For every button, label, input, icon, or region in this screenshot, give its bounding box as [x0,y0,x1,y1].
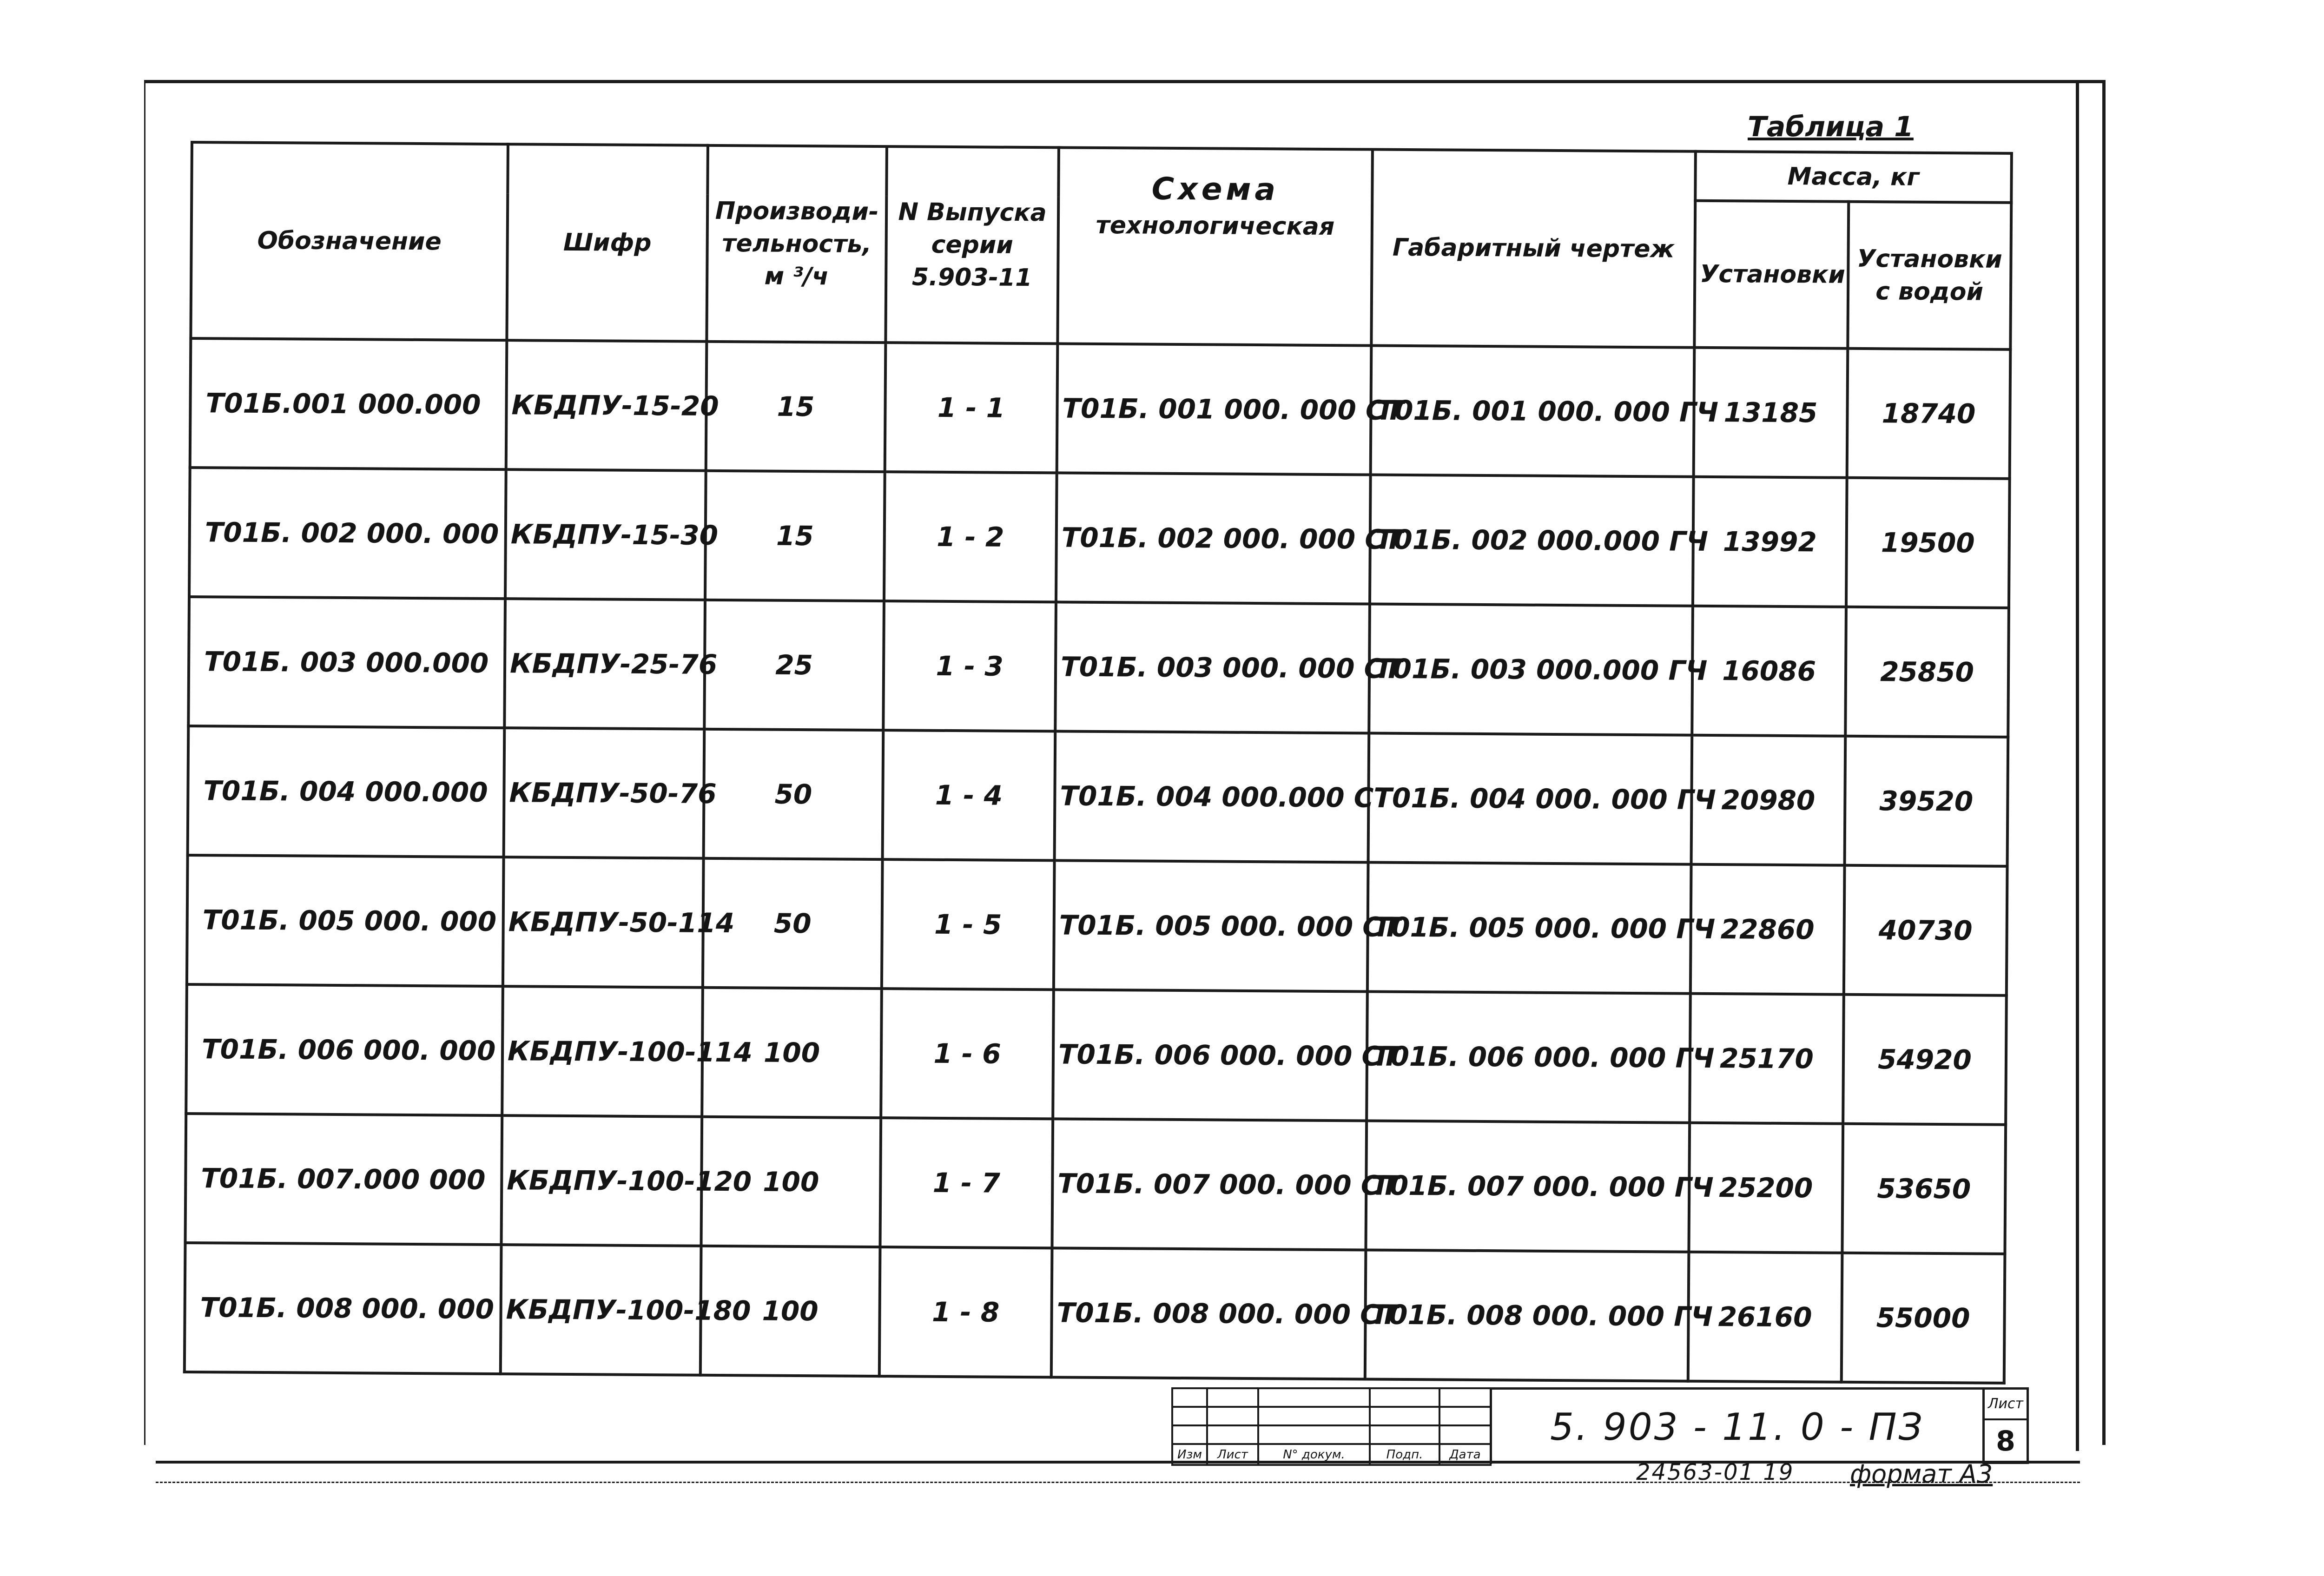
cell-designation: Т01Б. 008 000. 000 [185,1243,502,1374]
archive-number: 24563-01 19 [1636,1459,1795,1485]
cell-scheme: Т01Б. 006 000. 000 СТ [1053,989,1367,1121]
header-mass-unit: Установки [1694,201,1849,349]
cell-drawing: Т01Б. 003 000.000 ГЧ [1369,604,1693,735]
cell-designation: Т01Б. 007.000 000 [185,1114,502,1245]
cell-mass-water: 25850 [1845,607,2009,737]
cell-capacity: 50 [704,729,884,859]
cell-scheme: Т01Б. 008 000. 000 СТ [1051,1248,1366,1379]
cell-mass: 26160 [1688,1252,1842,1382]
cell-code: КБДПУ-50-114 [503,857,704,988]
cell-drawing: Т01Б. 004 000. 000 ГЧ [1368,733,1692,864]
cell-designation: Т01Б.001 000.000 [190,338,507,469]
cell-scheme: Т01Б. 003 000. 000 СТ [1055,602,1370,733]
cell-designation: Т01Б. 006 000. 000 [186,984,503,1115]
cell-mass: 16086 [1692,606,1846,736]
sheet-number: 8 [1996,1425,2015,1457]
equipment-table [183,141,2013,1385]
cell-capacity: 25 [704,600,884,730]
cell-designation: Т01Б. 003 000.000 [188,597,505,728]
cell-mass: 13992 [1693,477,1847,607]
cell-mass-water: 53650 [1842,1124,2006,1254]
paper-format: формат А3 [1850,1459,1993,1489]
cell-issue: 1 - 2 [884,472,1057,602]
header-scheme-bottom: технологическая [1096,211,1335,241]
cell-issue: 1 - 6 [881,989,1054,1119]
sheet-label: Лист [1985,1390,2027,1420]
cell-mass-water: 18740 [1847,349,2011,479]
cell-capacity: 15 [706,342,886,472]
cell-drawing: Т01Б. 002 000.000 ГЧ [1370,475,1694,606]
cell-code: КБДПУ-100-180 [501,1245,701,1375]
table-row [188,726,2008,866]
header-scheme-top: Схема [1151,171,1280,208]
revision-labels-row [1172,1444,1491,1465]
cell-code: КБДПУ-50-76 [504,728,705,858]
cell-mass: 13185 [1694,348,1848,478]
cell-mass-water: 19500 [1846,478,2010,608]
cell-capacity: 50 [703,858,883,989]
cell-code: КБДПУ-100-120 [502,1115,702,1246]
cell-scheme: Т01Б. 005 000. 000 СТ [1054,860,1368,991]
cell-mass-water: 40730 [1844,865,2007,996]
revision-grid [1171,1387,1492,1466]
stamp-col-izm: Изм [1172,1444,1207,1465]
cell-scheme: Т01Б. 002 000. 000 СТ [1056,473,1371,604]
stamp-col-doc: N° докум. [1258,1444,1370,1465]
stamp-col-list: Лист [1207,1444,1258,1465]
cell-mass: 25200 [1689,1123,1843,1253]
cell-designation: Т01Б. 002 000. 000 [189,468,506,599]
header-code: Шифр [507,144,708,342]
table-title: Таблица 1 [1748,111,1914,143]
table-row [185,1243,2005,1383]
cell-drawing: Т01Б. 007 000. 000 ГЧ [1366,1121,1690,1252]
table-header-row [191,142,2012,203]
cell-scheme: Т01Б. 001 000. 000 СТ [1057,343,1372,475]
table-row [188,597,2009,737]
cell-code: КБДПУ-15-30 [505,469,706,600]
frame-right-border [2076,80,2079,1451]
cell-mass-water: 54920 [1843,995,2007,1125]
cell-drawing: Т01Б. 005 000. 000 ГЧ [1367,863,1691,994]
table-body [185,338,2011,1383]
cell-issue: 1 - 4 [883,730,1056,860]
cell-capacity: 100 [700,1246,880,1376]
table-row [186,984,2007,1125]
cell-code: КБДПУ-15-20 [506,340,707,471]
cell-issue: 1 - 7 [880,1118,1053,1248]
cell-code: КБДПУ-100-114 [502,986,703,1117]
cell-mass: 20980 [1691,735,1846,865]
stamp-col-sign: Подп. [1370,1444,1439,1465]
cell-capacity: 100 [701,1117,881,1247]
cell-drawing: Т01Б. 006 000. 000 ГЧ [1367,992,1690,1123]
table-row [185,1114,2006,1254]
header-scheme [1057,147,1373,345]
cell-issue: 1 - 3 [883,601,1056,731]
table-row [190,338,2011,479]
cell-scheme: Т01Б. 004 000.000 СТ [1055,731,1369,862]
cell-issue: 1 - 5 [882,859,1055,989]
cell-code: КБДПУ-25-76 [504,599,705,729]
cell-mass-water: 55000 [1842,1253,2005,1383]
cell-capacity: 15 [705,471,885,601]
cell-drawing: Т01Б. 001 000. 000 ГЧ [1371,346,1695,477]
sheet-box [1982,1387,2029,1464]
cell-scheme: Т01Б. 007 000. 000 СТ [1052,1119,1367,1250]
document-code: 5. 903 - 11. 0 - ПЗ [1490,1387,1982,1464]
cell-capacity: 100 [702,988,882,1118]
cell-issue: 1 - 8 [879,1247,1052,1377]
header-mass-water: Установки с водой [1848,202,2011,349]
table-row [187,855,2007,996]
header-designation: Обозначение [191,142,508,340]
header-capacity: Производи- тельность, м ³/ч [706,145,887,343]
stamp-col-date: Дата [1439,1444,1491,1465]
table-row [189,468,2010,608]
cell-mass: 25170 [1690,994,1844,1124]
cell-designation: Т01Б. 005 000. 000 [187,855,504,986]
header-mass: Масса, кг [1695,152,2012,203]
header-issue: N Выпуска серии 5.903-11 [885,146,1059,343]
cell-drawing: Т01Б. 008 000. 000 ГЧ [1365,1250,1689,1381]
title-block [1171,1387,2078,1464]
header-drawing: Габаритный чертеж [1371,150,1696,348]
cell-mass: 22860 [1690,864,1845,995]
cell-mass-water: 39520 [1845,736,2008,866]
cell-issue: 1 - 1 [885,343,1058,473]
cell-designation: Т01Б. 004 000.000 [188,726,505,857]
